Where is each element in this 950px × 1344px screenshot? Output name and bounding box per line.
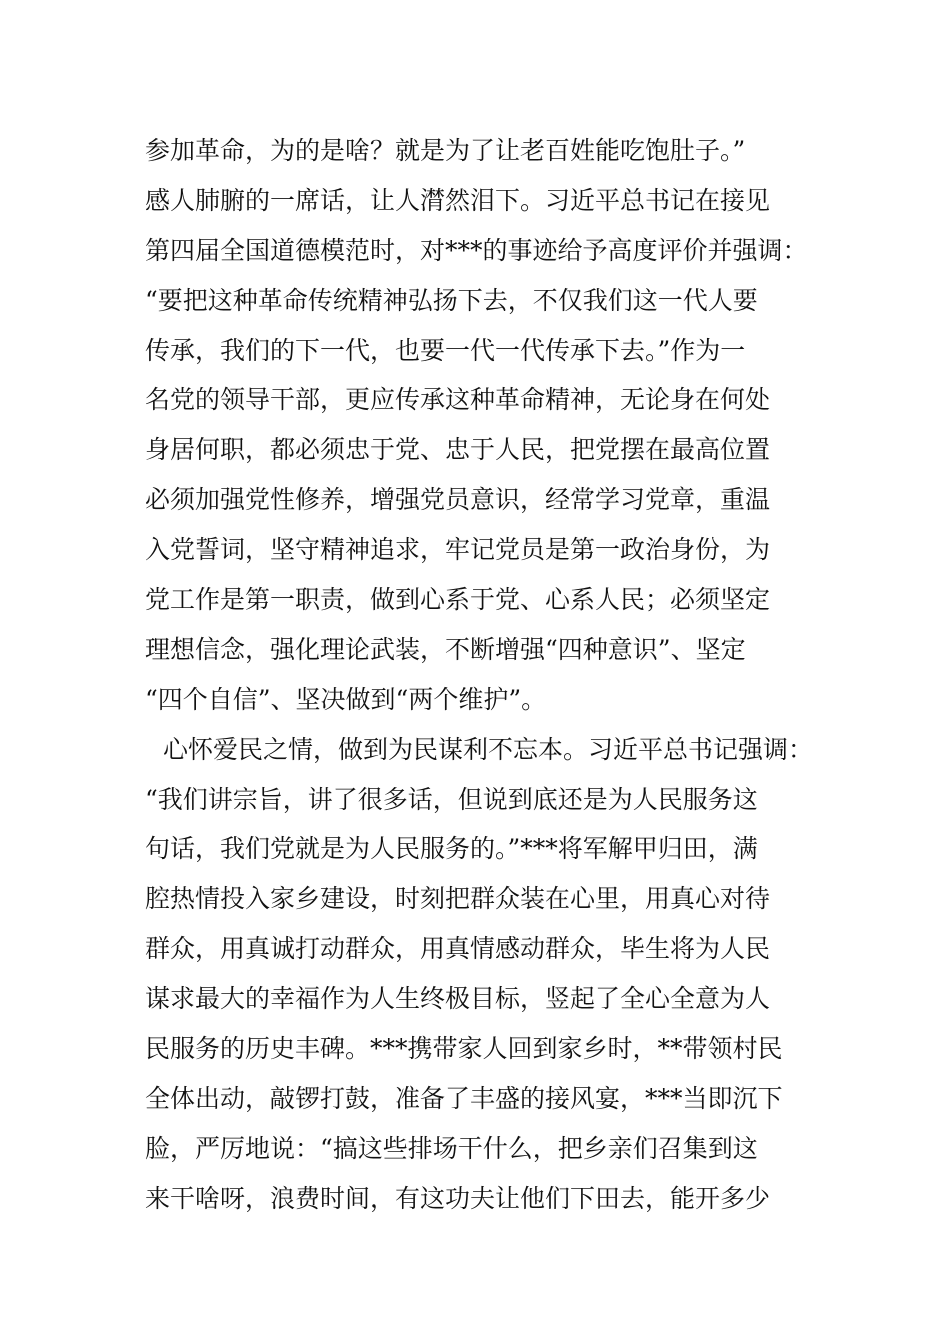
text-line: 群众，用真诚打动群众，用真情感动群众，毕生将为人民 [145,934,771,964]
text-line: “我们讲宗旨，讲了很多话，但说到底还是为人民服务这 [145,784,758,814]
text-line: 理想信念，强化理论武装，不断增强“四种意识”、坚定 [145,634,746,664]
text-line: 感人肺腑的一席话，让人潸然泪下。习近平总书记在接见 [145,185,771,215]
text-line: 参加革命，为的是啥？就是为了让老百姓能吃饱肚子。” [145,136,746,165]
text-line: 句话，我们党就是为人民服务的。”***将军解甲归田，满 [145,834,758,864]
text-line: 传承，我们的下一代，也要一代一代传承下去。”作为一 [145,335,746,365]
paragraph-start-line: 心怀爱民之情，做到为民谋利不忘本。习近平总书记强调： [163,734,814,764]
text-line: 入党誓词，坚守精神追求，牢记党员是第一政治身份，为 [145,535,771,565]
text-line: 必须加强党性修养，增强党员意识，经常学习党章，重温 [145,485,771,515]
text-line: 第四届全国道德模范时，对***的事迹给予高度评价并强调： [145,235,808,265]
body-text [145,126,835,1224]
text-line: “四个自信”、坚决做到“两个维护”。 [145,684,547,714]
text-line: 身居何职，都必须忠于党、忠于人民，把党摆在最高位置 [145,435,771,465]
text-line: 来干啥呀，浪费时间，有这功夫让他们下田去，能开多少 [145,1183,771,1213]
text-line: 脸，严厉地说：“搞这些排场干什么，把乡亲们召集到这 [145,1133,758,1163]
text-line: 党工作是第一职责，做到心系于党、心系人民；必须坚定 [145,585,771,615]
text-line: 全体出动，敲锣打鼓，准备了丰盛的接风宴，***当即沉下 [145,1083,783,1113]
text-line: 民服务的历史丰碑。***携带家人回到家乡时，**带领村民 [145,1034,783,1064]
text-line: 谋求最大的幸福作为人生终极目标，竖起了全心全意为人 [145,984,771,1014]
text-line: “要把这种革命传统精神弘扬下去，不仅我们这一代人要 [145,285,758,315]
text-line: 腔热情投入家乡建设，时刻把群众装在心里，用真心对待 [145,884,771,914]
text-line: 名党的领导干部，更应传承这种革命精神，无论身在何处 [145,385,771,415]
